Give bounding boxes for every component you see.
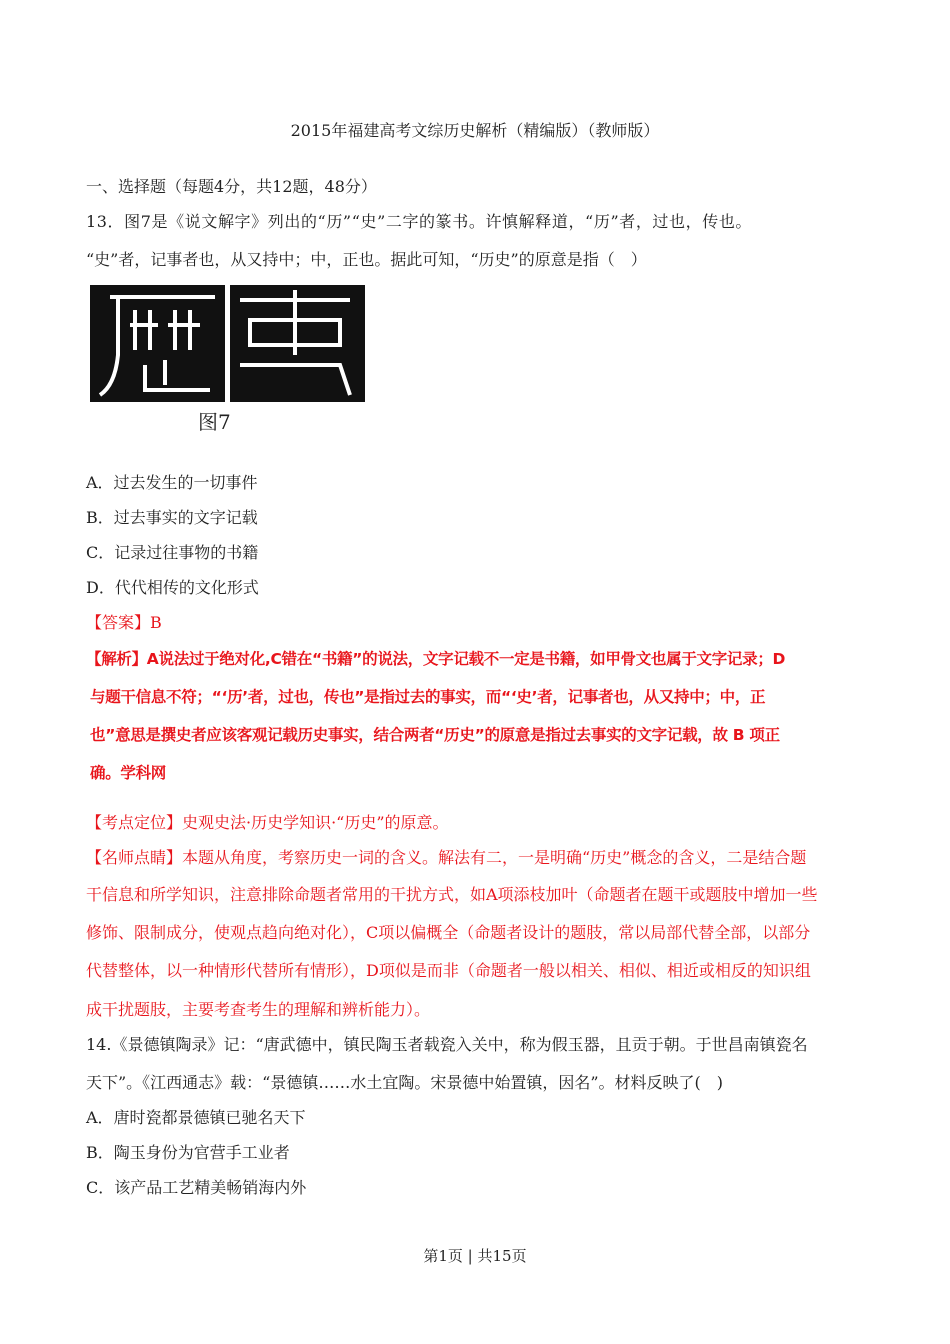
kaodian: 【考点定位】史观史法·历史学知识·“历史”的原意。 [86,813,449,832]
mingshi-line: 【名师点睛】本题从角度，考察历史一词的含义。解法有二，一是明确“历史”概念的含义，二是结合题 [86,848,807,867]
q14-stem-line: 天下”。《江西通志》载：“景德镇……水土宜陶。宋景德中始置镇，因名”。材料反映了( ) [86,1073,724,1092]
analysis-line: 确。学科网 [90,764,167,782]
seal-script-figure [90,285,365,405]
mingshi-line: 干信息和所学知识，注意排除命题者常用的干扰方式，如A项添枝加叶（命题者在题干或题肢中增加一些 [86,885,818,904]
mingshi-line: 修饰、限制成分，使观点趋向绝对化），C项以偏概全（命题者设计的题肢，常以局部代替全部，以部分 [86,923,811,942]
page-footer: 第1页 | 共15页 [423,1247,527,1265]
document-title: 2015年福建高考文综历史解析（精编版）（教师版） [290,121,660,140]
section-heading: 一、选择题（每题4分，共12题，48分） [86,177,377,196]
q14-stem-line: 14.《景德镇陶录》记：“唐武德中，镇民陶玉者载瓷入关中，称为假玉器，且贡于朝。于世昌南镇瓷名 [86,1035,808,1054]
answer: 【答案】B [86,613,162,632]
q13-option-d: D．代代相传的文化形式 [86,578,259,597]
q13-stem-line: 13．图7是《说文解字》列出的“历”“史”二字的篆书。许慎解释道，“历”者，过也，传也。 [86,212,753,231]
mingshi-line: 代替整体，以一种情形代替所有情形），D项似是而非（命题者一般以相关、相似、相近或相反的知识组 [86,961,811,980]
q13-option-c: C．记录过往事物的书籍 [86,543,259,562]
q13-option-a: A．过去发生的一切事件 [86,473,258,492]
figure-caption: 图7 [198,410,231,434]
q13-stem-line: “史”者，记事者也，从又持中；中，正也。据此可知，“历史”的原意是指（ ） [86,250,647,269]
analysis-line: 与题干信息不符；“‘历’者，过也，传也”是指过去的事实，而“‘史’者，记事者也，从又持中；中，正 [90,688,766,706]
q14-option-b: B．陶玉身份为官营手工业者 [86,1143,290,1162]
q14-option-a: A．唐时瓷都景德镇已驰名天下 [86,1108,306,1127]
q14-option-c: C．该产品工艺精美畅销海内外 [86,1178,307,1197]
analysis-line: 【解析】A说法过于绝对化,C错在“书籍”的说法，文字记载不一定是书籍，如甲骨文也属于文字记录；D [86,650,786,668]
analysis-line: 也”意思是撰史者应该客观记载历史事实，结合两者“历史”的原意是指过去事实的文字记载，故 B 项正 [90,726,780,744]
mingshi-line: 成干扰题肢，主要考查考生的理解和辨析能力）。 [86,1000,431,1019]
q13-option-b: B．过去事实的文字记载 [86,508,258,527]
